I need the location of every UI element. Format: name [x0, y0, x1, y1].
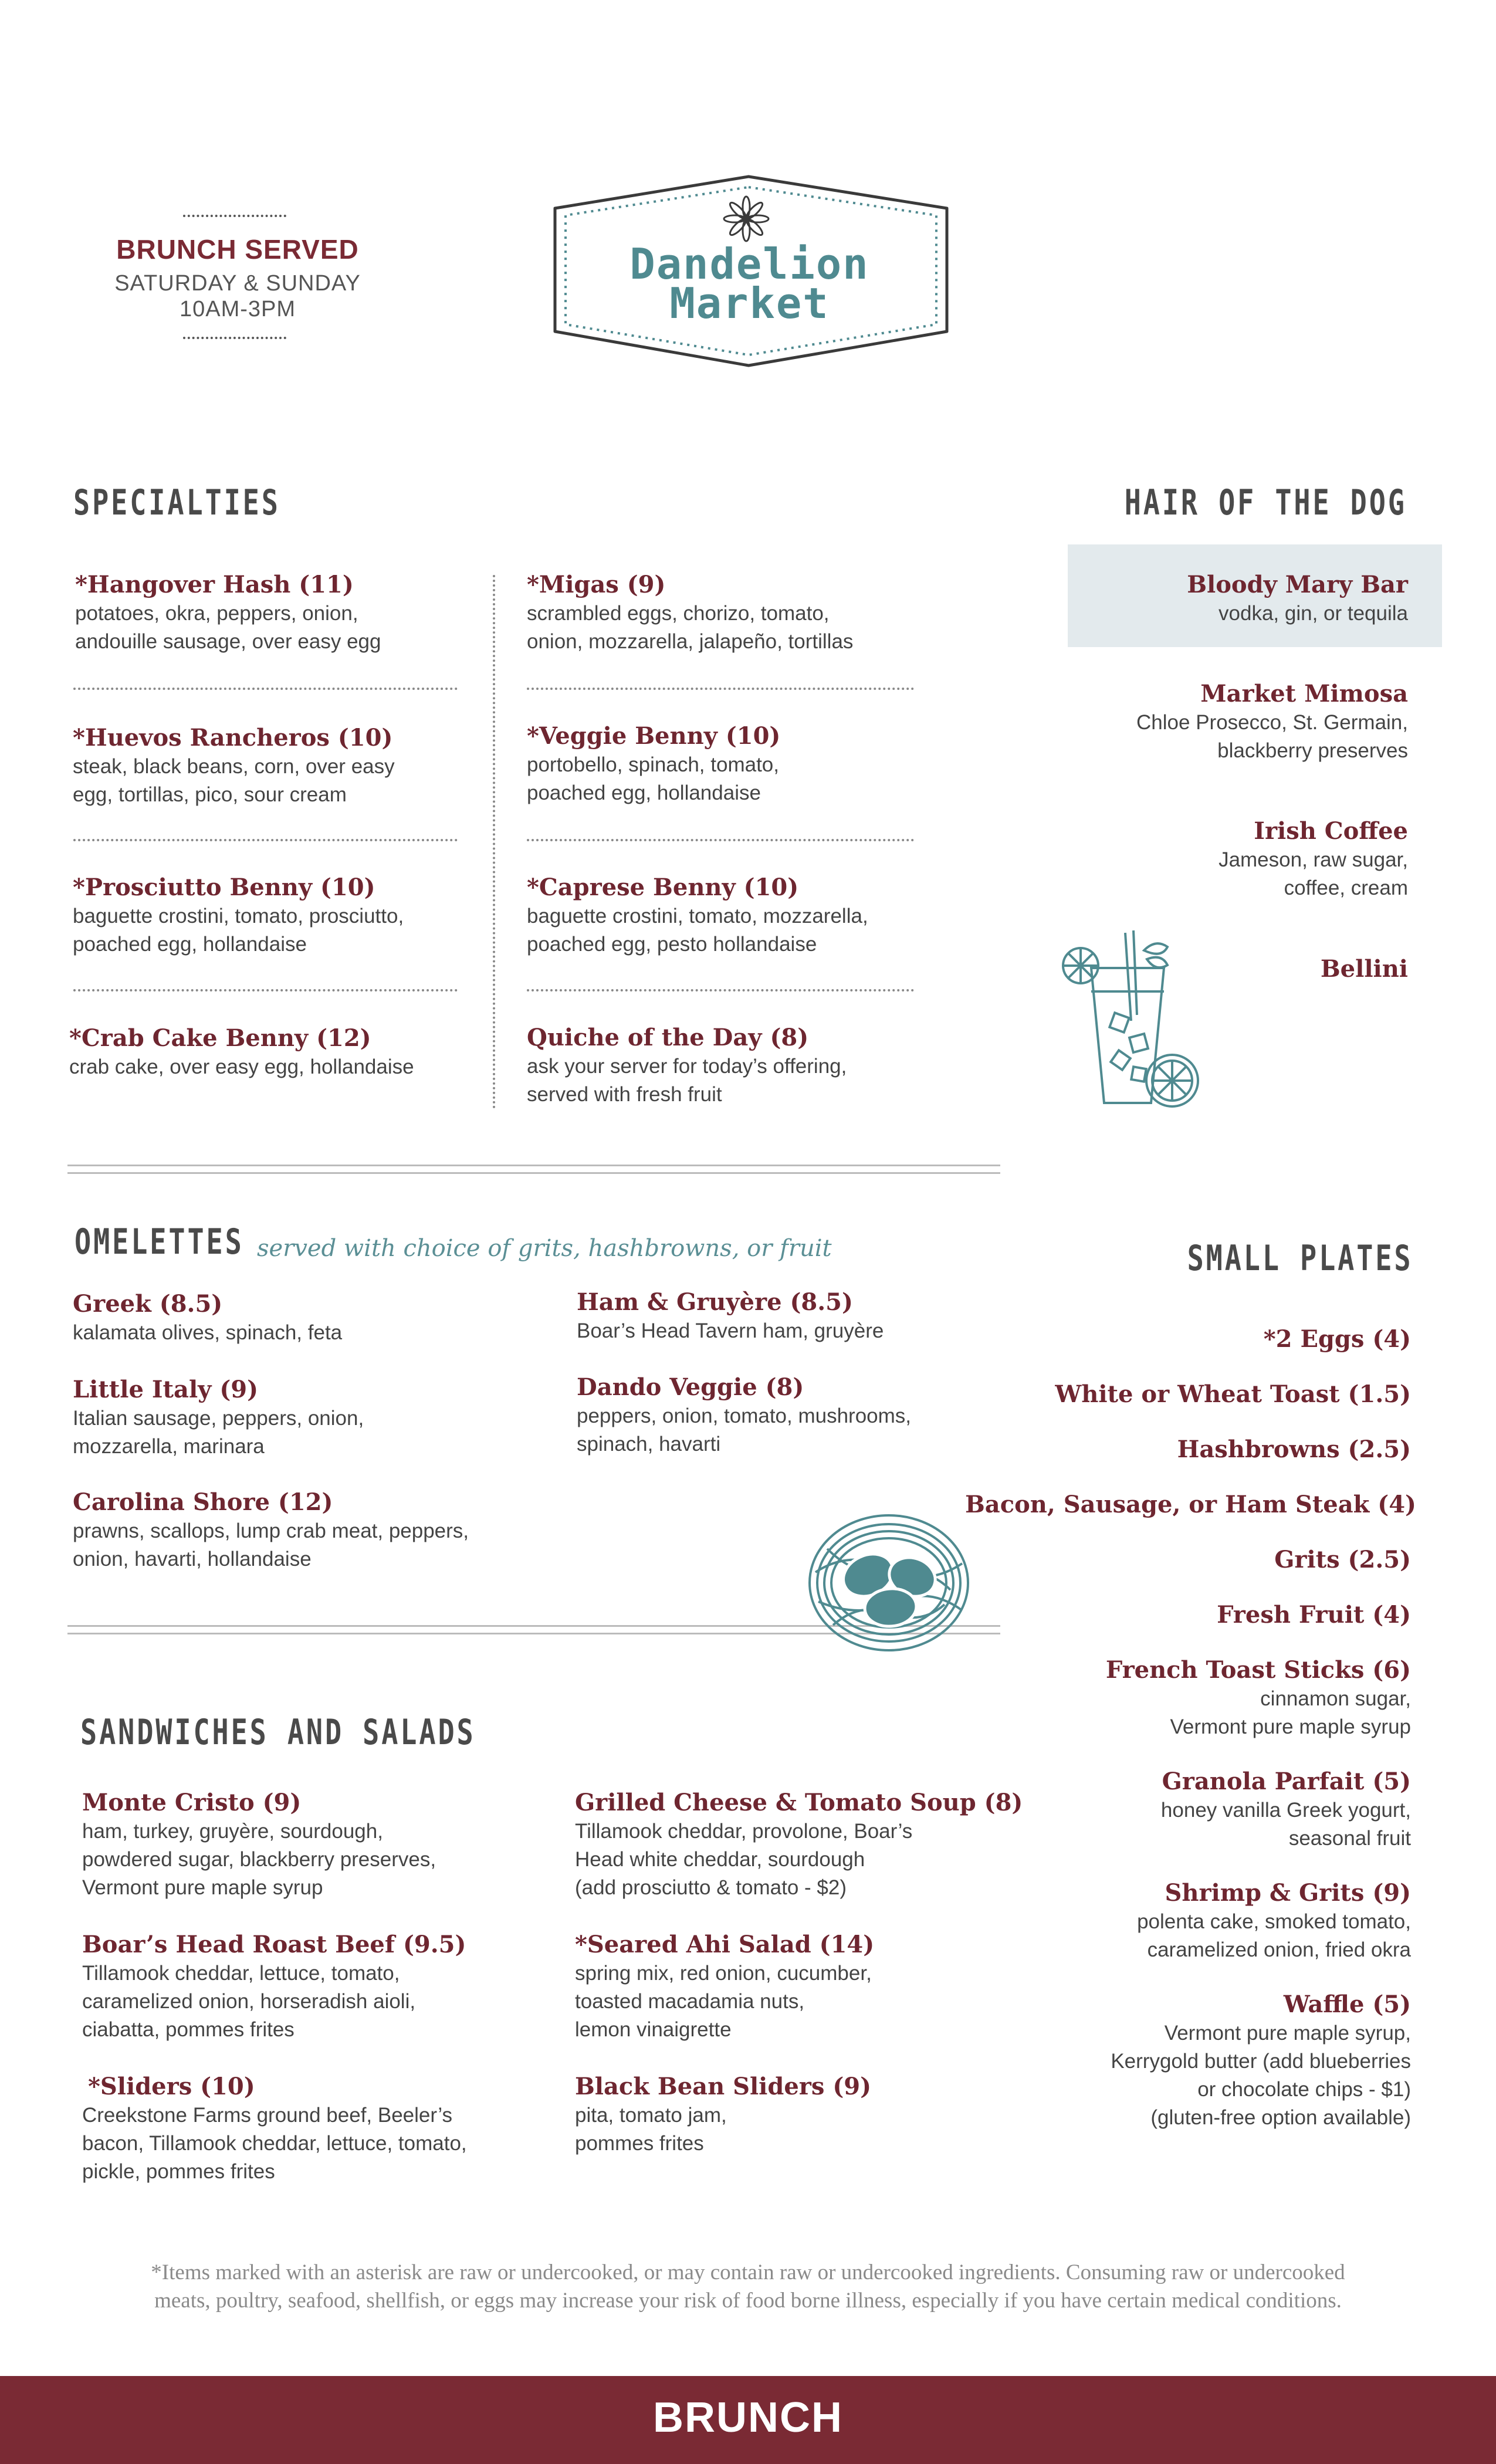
item-desc: lemon vinaigrette	[575, 2018, 732, 2041]
item-desc: steak, black beans, corn, over easy	[73, 755, 395, 778]
item-desc: or chocolate chips - $1)	[1197, 2078, 1411, 2101]
item-desc: Tillamook cheddar, lettuce, tomato,	[82, 1962, 400, 1985]
hours-title: BRUNCH SERVED	[116, 234, 359, 265]
raw-food-disclaimer	[82, 2259, 1414, 2315]
item-desc: ham, turkey, gruyère, sourdough,	[82, 1820, 383, 1843]
item-desc: poached egg, hollandaise	[73, 933, 307, 956]
item-name: Market Mimosa	[1200, 680, 1408, 708]
disclaimer-line: *Items marked with an asterisk are raw or undercooked, or may contain raw or undercooked ingredients. Consuming raw or undercooked	[151, 2260, 1345, 2284]
item-desc: honey vanilla Greek yogurt,	[1160, 1799, 1411, 1822]
menu-item	[965, 1490, 1416, 1519]
menu-item	[73, 873, 542, 959]
menu-item	[965, 1545, 1411, 1575]
egg-nest-icon	[804, 1508, 974, 1660]
cocktail-glass-icon	[1056, 927, 1209, 1121]
menu-item	[965, 1600, 1411, 1630]
menu-item	[82, 2072, 551, 2186]
item-name: Shrimp & Grits (9)	[1165, 1879, 1411, 1907]
item-name: Ham & Gruyère (8.5)	[577, 1288, 853, 1316]
item-name: French Toast Sticks (6)	[1105, 1656, 1411, 1684]
section-divider	[67, 1165, 1000, 1174]
item-name: Irish Coffee	[1254, 817, 1408, 845]
hours-top-divider	[183, 215, 286, 217]
item-desc: coffee, cream	[1284, 876, 1408, 899]
item-desc: mozzarella, marinara	[73, 1435, 265, 1458]
item-desc: potatoes, okra, peppers, onion,	[75, 602, 358, 625]
item-desc: caramelized onion, fried okra	[1147, 1938, 1411, 1961]
menu-item	[527, 873, 996, 959]
item-divider	[527, 989, 914, 991]
item-desc: spring mix, red onion, cucumber,	[575, 1962, 872, 1985]
item-divider	[73, 688, 458, 690]
item-name: *Crab Cake Benny (12)	[69, 1024, 371, 1052]
item-desc: Jameson, raw sugar,	[1219, 848, 1408, 871]
item-desc: bacon, Tillamook cheddar, lettuce, tomato,	[82, 2132, 467, 2155]
item-desc: crab cake, over easy egg, hollandaise	[69, 1055, 414, 1078]
menu-item	[73, 723, 542, 809]
item-name: *Sliders (10)	[88, 2073, 255, 2100]
item-desc: powdered sugar, blackberry preserves,	[82, 1848, 436, 1871]
item-divider	[73, 989, 458, 991]
item-name: *Migas (9)	[527, 571, 666, 598]
item-desc: Vermont pure maple syrup	[1170, 1715, 1411, 1738]
item-name: *2 Eggs (4)	[1263, 1325, 1411, 1353]
footer-label: BRUNCH	[653, 2394, 843, 2441]
menu-item	[965, 1656, 1411, 1741]
menu-item	[73, 1488, 542, 1573]
item-name: *Hangover Hash (11)	[75, 571, 354, 598]
menu-item	[575, 1930, 1044, 2044]
item-name: *Seared Ahi Salad (14)	[575, 1931, 875, 1958]
logo-line-1: Dandelion	[629, 239, 869, 289]
item-desc: vodka, gin, or tequila	[1219, 602, 1408, 625]
hours-bottom-divider	[183, 337, 286, 339]
menu-item	[965, 1435, 1411, 1464]
item-desc: Vermont pure maple syrup,	[1164, 2022, 1411, 2045]
item-desc: Tillamook cheddar, provolone, Boar’s	[575, 1820, 913, 1843]
item-name: Waffle (5)	[1283, 1991, 1411, 2018]
item-desc: (add prosciutto & tomato - $2)	[575, 1876, 847, 1899]
item-desc: Creekstone Farms ground beef, Beeler’s	[82, 2104, 452, 2127]
menu-item	[997, 817, 1408, 902]
sandwiches-title: SANDWICHES AND SALADS	[80, 1712, 476, 1753]
item-name: Bloody Mary Bar	[1187, 571, 1408, 598]
item-name: *Caprese Benny (10)	[527, 874, 799, 901]
item-name: Bacon, Sausage, or Ham Steak (4)	[965, 1491, 1416, 1518]
item-name: Little Italy (9)	[73, 1376, 258, 1403]
item-desc: spinach, havarti	[577, 1433, 721, 1456]
disclaimer-line: meats, poultry, seafood, shellfish, or eggs may increase your risk of food borne illness, especially if you have certain medical conditions.	[154, 2289, 1342, 2313]
menu-item	[82, 1930, 551, 2044]
item-name: *Veggie Benny (10)	[527, 722, 781, 750]
item-divider	[527, 839, 914, 841]
menu-item	[75, 570, 544, 656]
item-desc: Boar’s Head Tavern ham, gruyère	[577, 1319, 884, 1342]
hair-of-the-dog-title: HAIR OF THE DOG	[1124, 482, 1407, 523]
item-name: *Huevos Rancheros (10)	[73, 724, 393, 752]
item-desc: portobello, spinach, tomato,	[527, 753, 779, 776]
item-name: Monte Cristo (9)	[82, 1789, 302, 1816]
item-desc: pita, tomato jam,	[575, 2104, 727, 2127]
item-desc: poached egg, hollandaise	[527, 781, 761, 804]
item-divider	[527, 688, 914, 690]
item-desc: Kerrygold butter (add blueberries	[1111, 2050, 1411, 2073]
item-name: Greek (8.5)	[73, 1290, 223, 1318]
item-desc: Chloe Prosecco, St. Germain,	[1136, 711, 1408, 734]
item-name: Grilled Cheese & Tomato Soup (8)	[575, 1789, 1023, 1816]
item-name: White or Wheat Toast (1.5)	[1055, 1380, 1411, 1408]
hours-days: SATURDAY & SUNDAY	[114, 271, 361, 296]
item-desc: poached egg, pesto hollandaise	[527, 933, 817, 956]
item-desc: baguette crostini, tomato, prosciutto,	[73, 905, 404, 928]
item-name: Boar’s Head Roast Beef (9.5)	[82, 1931, 466, 1958]
omelettes-title: OMELETTES	[75, 1221, 244, 1263]
menu-item	[82, 1788, 551, 1902]
item-desc: ask your server for today’s offering,	[527, 1055, 847, 1078]
item-name: Black Bean Sliders (9)	[575, 2073, 871, 2100]
item-desc: seasonal fruit	[1288, 1827, 1411, 1850]
hours-time: 10AM-3PM	[179, 297, 296, 321]
item-desc: ciabatta, pommes frites	[82, 2018, 295, 2041]
item-desc: polenta cake, smoked tomato,	[1137, 1910, 1411, 1933]
item-name: Bellini	[1320, 955, 1408, 983]
menu-item	[73, 1375, 542, 1461]
menu-item	[997, 679, 1408, 765]
menu-item	[527, 1023, 996, 1109]
item-desc: baguette crostini, tomato, mozzarella,	[527, 905, 868, 928]
menu-item	[73, 1289, 542, 1347]
item-desc: blackberry preserves	[1217, 739, 1408, 762]
item-name: *Prosciutto Benny (10)	[73, 874, 375, 901]
item-desc: cinnamon sugar,	[1260, 1687, 1411, 1710]
menu-item	[69, 1024, 539, 1081]
item-name: Hashbrowns (2.5)	[1177, 1436, 1411, 1463]
menu-item	[527, 570, 996, 656]
item-desc: peppers, onion, tomato, mushrooms,	[577, 1404, 912, 1427]
item-desc: onion, mozzarella, jalapeño, tortillas	[527, 630, 854, 653]
menu-item	[527, 722, 996, 807]
item-desc: Italian sausage, peppers, onion,	[73, 1407, 364, 1430]
item-desc: onion, havarti, hollandaise	[73, 1548, 312, 1571]
item-desc: kalamata olives, spinach, feta	[73, 1321, 343, 1344]
menu-item	[965, 1380, 1411, 1409]
menu-item	[575, 2072, 1044, 2158]
small-plates-title: SMALL PLATES	[1187, 1238, 1413, 1279]
item-desc: scrambled eggs, chorizo, tomato,	[527, 602, 830, 625]
item-desc: egg, tortillas, pico, sour cream	[73, 783, 347, 806]
item-desc: pickle, pommes frites	[82, 2160, 275, 2183]
item-name: Dando Veggie (8)	[577, 1373, 804, 1401]
item-name: Carolina Shore (12)	[73, 1488, 333, 1516]
menu-item	[965, 1325, 1411, 1354]
item-desc: prawns, scallops, lump crab meat, peppers,	[73, 1519, 469, 1542]
item-name: Granola Parfait (5)	[1162, 1768, 1411, 1795]
item-desc: Head white cheddar, sourdough	[575, 1848, 865, 1871]
menu-item	[997, 570, 1408, 628]
menu-item	[575, 1788, 1044, 1902]
item-desc: pommes frites	[575, 2132, 704, 2155]
item-name: Fresh Fruit (4)	[1217, 1601, 1411, 1629]
logo-line-2: Market	[669, 279, 830, 328]
item-name: Grits (2.5)	[1274, 1546, 1411, 1573]
item-desc: Vermont pure maple syrup	[82, 1876, 323, 1899]
item-desc: toasted macadamia nuts,	[575, 1990, 805, 2013]
item-divider	[73, 839, 458, 841]
item-desc: served with fresh fruit	[527, 1083, 722, 1106]
item-desc: andouille sausage, over easy egg	[75, 630, 381, 653]
specialties-title: SPECIALTIES	[73, 482, 280, 523]
omelettes-note: served with choice of grits, hashbrowns, or fruit	[257, 1235, 832, 1262]
item-desc: (gluten-free option available)	[1150, 2106, 1411, 2129]
item-name: Quiche of the Day (8)	[527, 1024, 809, 1051]
item-desc: caramelized onion, horseradish aioli,	[82, 1990, 416, 2013]
